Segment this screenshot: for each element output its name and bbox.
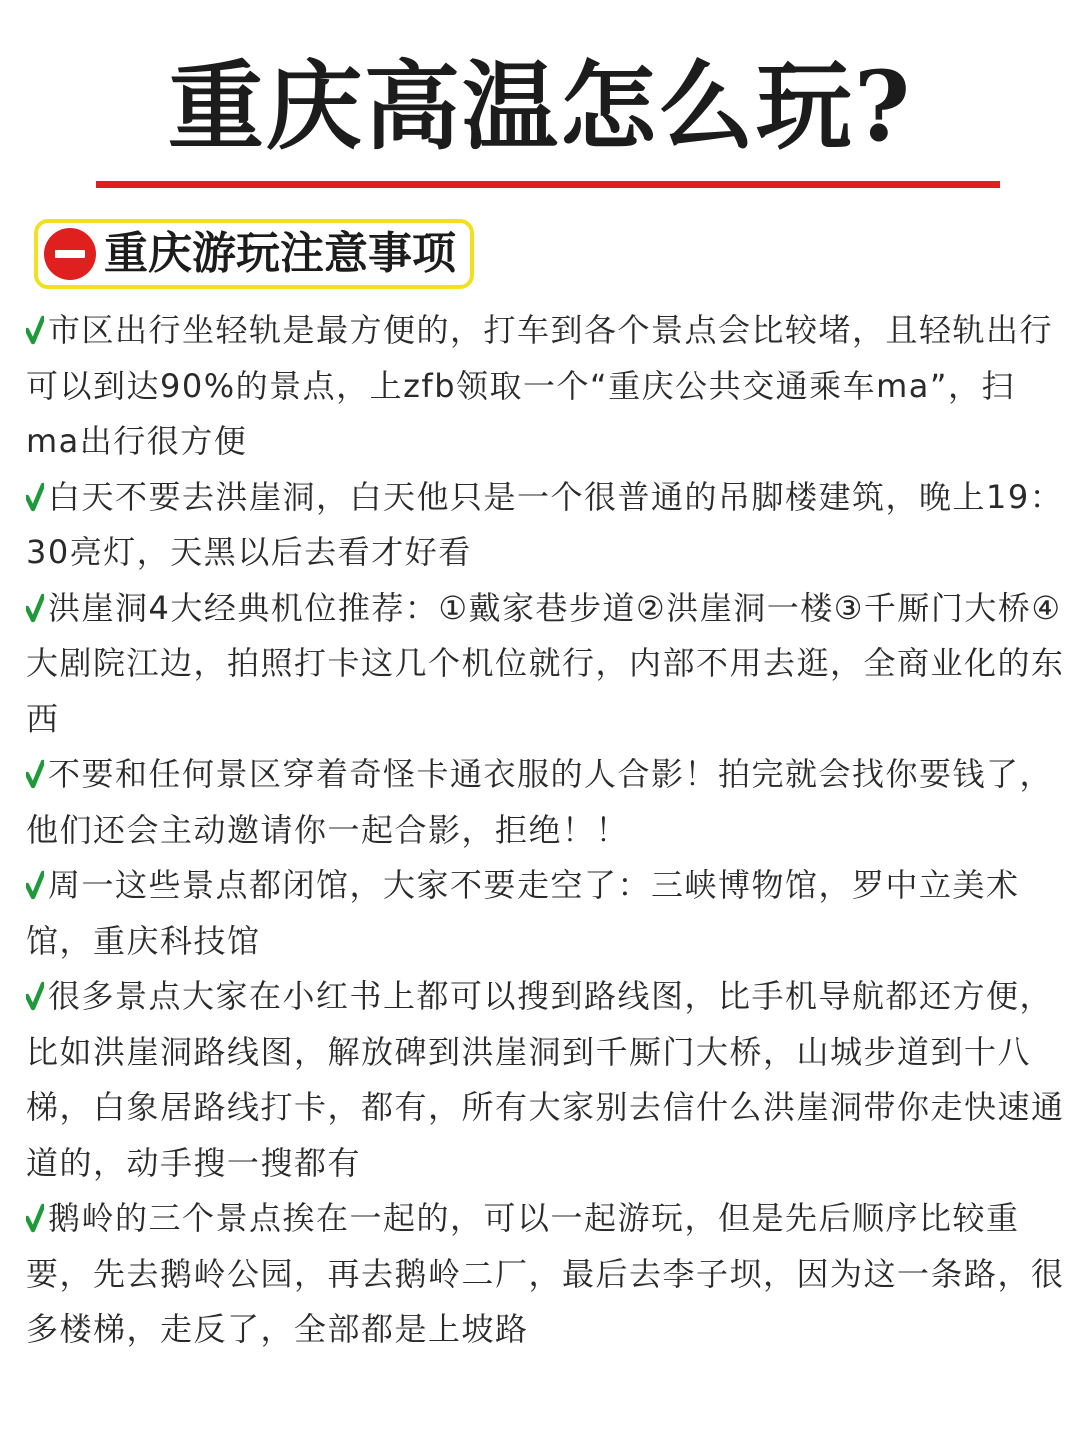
checkmark-icon bbox=[26, 482, 44, 512]
tip-item bbox=[26, 747, 1066, 858]
tip-text: 周一这些景点都闭馆，大家不要走空了：三峡博物馆，罗中立美术馆，重庆科技馆 bbox=[26, 866, 1020, 960]
page-title: 重庆高温怎么玩? bbox=[167, 50, 913, 163]
tip-text: 洪崖洞4大经典机位推荐：①戴家巷步道②洪崖洞一楼③千厮门大桥④大剧院江边，拍照打卡这几个机位就行，内部不用去逛，全商业化的东西 bbox=[26, 588, 1065, 738]
tip-text: 很多景点大家在小红书上都可以搜到路线图，比手机导航都还方便，比如洪崖洞路线图，解放碑到洪崖洞到千厮门大桥，山城步道到十八梯，白象居路线打卡，都有，所有大家别去信什么洪崖洞带你走快速通道的，动手搜一搜都有 bbox=[26, 977, 1065, 1182]
tip-text: 白天不要去洪崖洞，白天他只是一个很普通的吊脚楼建筑，晚上19：30亮灯，天黑以后去看才好看 bbox=[26, 477, 1064, 571]
tip-item bbox=[26, 1191, 1066, 1358]
checkmark-icon bbox=[26, 1203, 44, 1233]
section-title: 重庆游玩注意事项 bbox=[104, 228, 456, 279]
checkmark-icon bbox=[26, 759, 44, 789]
section-heading-badge bbox=[34, 219, 474, 289]
tip-item bbox=[26, 858, 1066, 969]
tip-item bbox=[26, 969, 1066, 1191]
checkmark-icon bbox=[26, 315, 44, 345]
checkmark-icon bbox=[26, 870, 44, 900]
tip-item bbox=[26, 303, 1066, 470]
tip-text: 不要和任何景区穿着奇怪卡通衣服的人合影！拍完就会找你要钱了，他们还会主动邀请你一起合影，拒绝！！ bbox=[26, 755, 1054, 849]
tip-item bbox=[26, 470, 1066, 581]
tips-list bbox=[26, 303, 1066, 1358]
tip-text: 市区出行坐轻轨是最方便的，打车到各个景点会比较堵，且轻轨出行可以到达90%的景点，上zfb领取一个“重庆公共交通乘车ma”，扫ma出行很方便 bbox=[26, 311, 1054, 460]
checkmark-icon bbox=[26, 593, 44, 623]
tip-text: 鹅岭的三个景点挨在一起的，可以一起游玩，但是先后顺序比较重要，先去鹅岭公园，再去鹅岭二厂，最后去李子坝，因为这一条路，很多楼梯，走反了，全部都是上坡路 bbox=[26, 1199, 1065, 1348]
title-divider bbox=[96, 181, 1000, 188]
tip-item bbox=[26, 581, 1066, 748]
checkmark-icon bbox=[26, 981, 44, 1011]
minus-circle-icon bbox=[44, 228, 96, 280]
